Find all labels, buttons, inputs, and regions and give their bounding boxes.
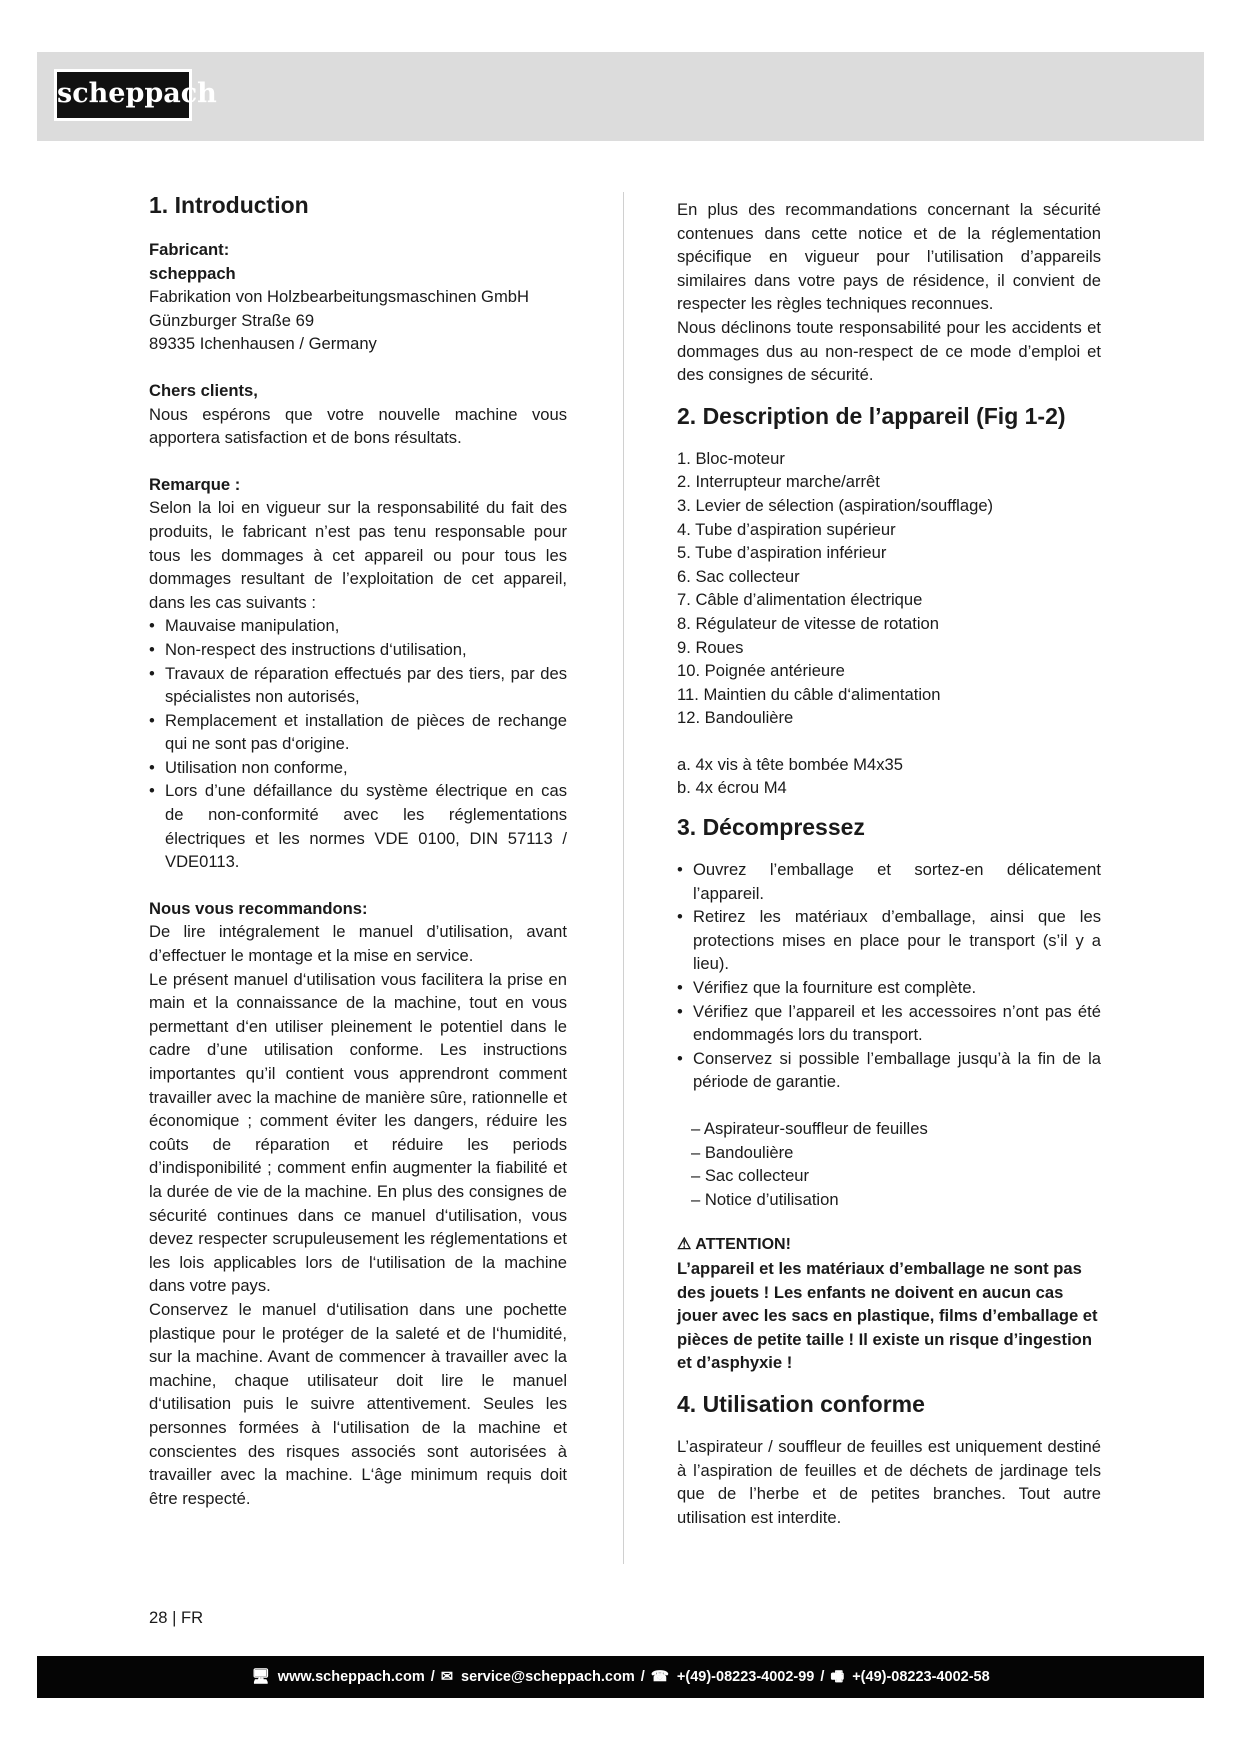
list-item: • Conservez si possible l’emballage jusqu’à la fin de la période de garantie. <box>677 1047 1101 1094</box>
monitor-icon: 🖥 <box>251 1669 270 1685</box>
list-item: – Notice d’utilisation <box>691 1189 839 1209</box>
company-name: scheppach <box>149 263 236 283</box>
list-item: 1. Bloc-moteur <box>677 448 785 468</box>
recommend-paragraph: Le présent manuel d‘utilisation vous facilitera la prise en main et la connaissance de la machine, tout en vous permettant d‘en utiliser pleinement le potentiel dans le cadre d’une utilisation conforme. Les instructions importantes qu’il contient vous apprendront comment travailler avec la machine de manière sûre, rationnelle et économique ; comment éviter les dangers, réduire les coûts de réparation et réduire les periods d’indisponibilité ; comment enfin augmenter la fiabilité et la durée de vie de la machine. En plus des consignes de sécurité continues dans ce manuel d‘utilisation, vous devez respecter scrupuleusement les réglementations et les lois applicables lors de l‘utilisation de la machine dans votre pays. <box>149 969 567 1296</box>
address-line: Günzburger Straße 69 <box>149 310 315 330</box>
list-item: • Lors d’une défaillance du système électrique en cas de non-conformité avec les réglementations électriques et les normes VDE 0100, DIN 57113 / VDE0113. <box>149 779 567 873</box>
brand-logo: scheppach <box>54 69 192 121</box>
list-item: • Utilisation non conforme, <box>149 756 567 780</box>
list-item: • Mauvaise manipulation, <box>149 614 567 638</box>
column-divider <box>623 192 624 1564</box>
list-item: 6. Sac collecteur <box>677 566 800 586</box>
list-item: • Ouvrez l’emballage et sortez-en délicatement l’appareil. <box>677 858 1101 905</box>
list-item: 3. Levier de sélection (aspiration/soufflage) <box>677 495 994 515</box>
recommend-paragraph: Conservez le manuel d‘utilisation dans une pochette plastique pour le protéger de la saleté et de l‘humidité, sur la machine. Avant de commencer à travailler avec la machine, chaque utilisateur doit lire le manuel d‘utilisation puis le suivre attentivement. Seules les personnes formées à l‘utilisation de la machine et conscientes des risques associés sont autorisées à travailler avec la machine. L‘âge minimum requis doit être respecté. <box>149 1299 567 1508</box>
list-item: 10. Poignée antérieure <box>677 661 845 681</box>
website-link[interactable]: www.scheppach.com <box>277 1669 425 1685</box>
contents-list <box>677 1117 1101 1211</box>
list-item: b. 4x écrou M4 <box>677 778 787 798</box>
list-item: • Travaux de réparation effectués par des tiers, par des spécialistes non autorisés, <box>149 662 567 709</box>
usage-text: L’aspirateur / souffleur de feuilles est uniquement destiné à l’aspiration de feuilles et de déchets de jardinage tels que de l’herbe et de petites branches. Tout autre utilisation est interdite. <box>677 1436 1101 1527</box>
intro-heading: 1. Introduction <box>149 192 309 218</box>
list-item: • Vérifiez que la fourniture est complète. <box>677 976 1101 1000</box>
phone-number: +(49)-08223-4002-99 <box>676 1669 815 1685</box>
recommend-paragraph: De lire intégralement le manuel d’utilisation, avant d’effectuer le montage et la mise en service. <box>149 922 567 966</box>
dear-customers-label: Chers clients, <box>149 380 258 400</box>
page-footer: 🖥 www.scheppach.com / ✉ service@scheppach.com / ☎ +(49)-08223-4002-99 / 🖷 +(49)-08223-4002-58 <box>37 1656 1204 1698</box>
list-item: 5. Tube d’aspiration inférieur <box>677 543 887 563</box>
attention-heading: ⚠ ATTENTION! <box>677 1236 791 1254</box>
list-item: – Bandoulière <box>691 1142 794 1162</box>
fax-icon: 🖷 <box>830 1669 845 1685</box>
list-item: 2. Interrupteur marche/arrêt <box>677 472 880 492</box>
list-item: 9. Roues <box>677 637 744 657</box>
unpack-heading: 3. Décompressez <box>677 814 865 841</box>
attention-text: L’appareil et les matériaux d’emballage ne sont pas des jouets ! Les enfants ne doivent en aucun cas jouer avec les sacs en plastique, films d’emballage et pièces de petite taille ! Il existe un risque d’ingestion et d’asphyxie ! <box>677 1258 1098 1373</box>
list-item: – Sac collecteur <box>691 1166 810 1186</box>
email-icon: ✉ <box>440 1669 453 1685</box>
right-column <box>677 190 1101 1529</box>
phone-icon: ☎ <box>650 1669 669 1685</box>
list-item: • Remplacement et installation de pièces de rechange qui ne sont pas d‘origine. <box>149 709 567 756</box>
left-column <box>149 190 567 1510</box>
remark-label: Remarque : <box>149 474 241 494</box>
list-item: a. 4x vis à tête bombée M4x35 <box>677 754 903 774</box>
list-item: 8. Régulateur de vitesse de rotation <box>677 613 939 633</box>
page-header <box>37 52 1204 141</box>
list-item: – Aspirateur-souffleur de feuilles <box>691 1119 928 1138</box>
remark-list <box>149 614 567 874</box>
description-heading: 2. Description de l’appareil (Fig 1-2) <box>677 402 1066 429</box>
list-item: 7. Câble d’alimentation électrique <box>677 590 923 610</box>
dear-customers-text: Nous espérons que votre nouvelle machine vous apportera satisfaction et de bons résultats. <box>149 404 567 448</box>
list-item: • Vérifiez que l’appareil et les accessoires n’ont pas été endommagés lors du transport. <box>677 1000 1101 1047</box>
address-line: 89335 Ichenhausen / Germany <box>149 334 377 354</box>
list-item: 12. Bandoulière <box>677 708 794 728</box>
usage-heading: 4. Utilisation conforme <box>677 1390 925 1417</box>
list-item: • Non-respect des instructions d‘utilisation, <box>149 638 567 662</box>
page-number: 28 | FR <box>149 1608 204 1627</box>
liability-paragraph: Nous déclinons toute responsabilité pour les accidents et dommages dus au non-respect de ce mode d’emploi et des consignes de sécurité. <box>677 317 1101 385</box>
warning-icon: ⚠ <box>677 1236 692 1254</box>
remark-text: Selon la loi en vigueur sur la responsabilité du fait des produits, le fabricant n’est pas tenu responsable pour tous les dommages à cet appareil ou pour tous les dommages resultant de l’exploitation de cet appareil, dans les cas suivants : <box>149 498 567 612</box>
fax-number: +(49)-08223-4002-58 <box>852 1669 990 1685</box>
list-item: 4. Tube d’aspiration supérieur <box>677 519 896 539</box>
accessories-list <box>677 753 1101 800</box>
list-item: 11. Maintien du câble d‘alimentation <box>677 684 941 704</box>
unpack-list <box>677 858 1101 1094</box>
parts-list <box>677 447 1101 730</box>
email-link[interactable]: service@scheppach.com <box>461 1669 635 1685</box>
manufacturer-label: Fabricant: <box>149 240 230 259</box>
list-item: • Retirez les matériaux d’emballage, ainsi que les protections mises en place pour le transport (s’il y a lieu). <box>677 905 1101 976</box>
safety-paragraph: En plus des recommandations concernant la sécurité contenues dans cette notice et de la réglementation spécifique en vigueur pour l’utilisation d’appareils similaires dans votre pays de résidence, il convient de respecter les règles techniques reconnues. <box>677 200 1101 314</box>
address-line: Fabrikation von Holzbearbeitungsmaschinen GmbH <box>149 287 530 307</box>
recommend-label: Nous vous recommandons: <box>149 898 368 918</box>
